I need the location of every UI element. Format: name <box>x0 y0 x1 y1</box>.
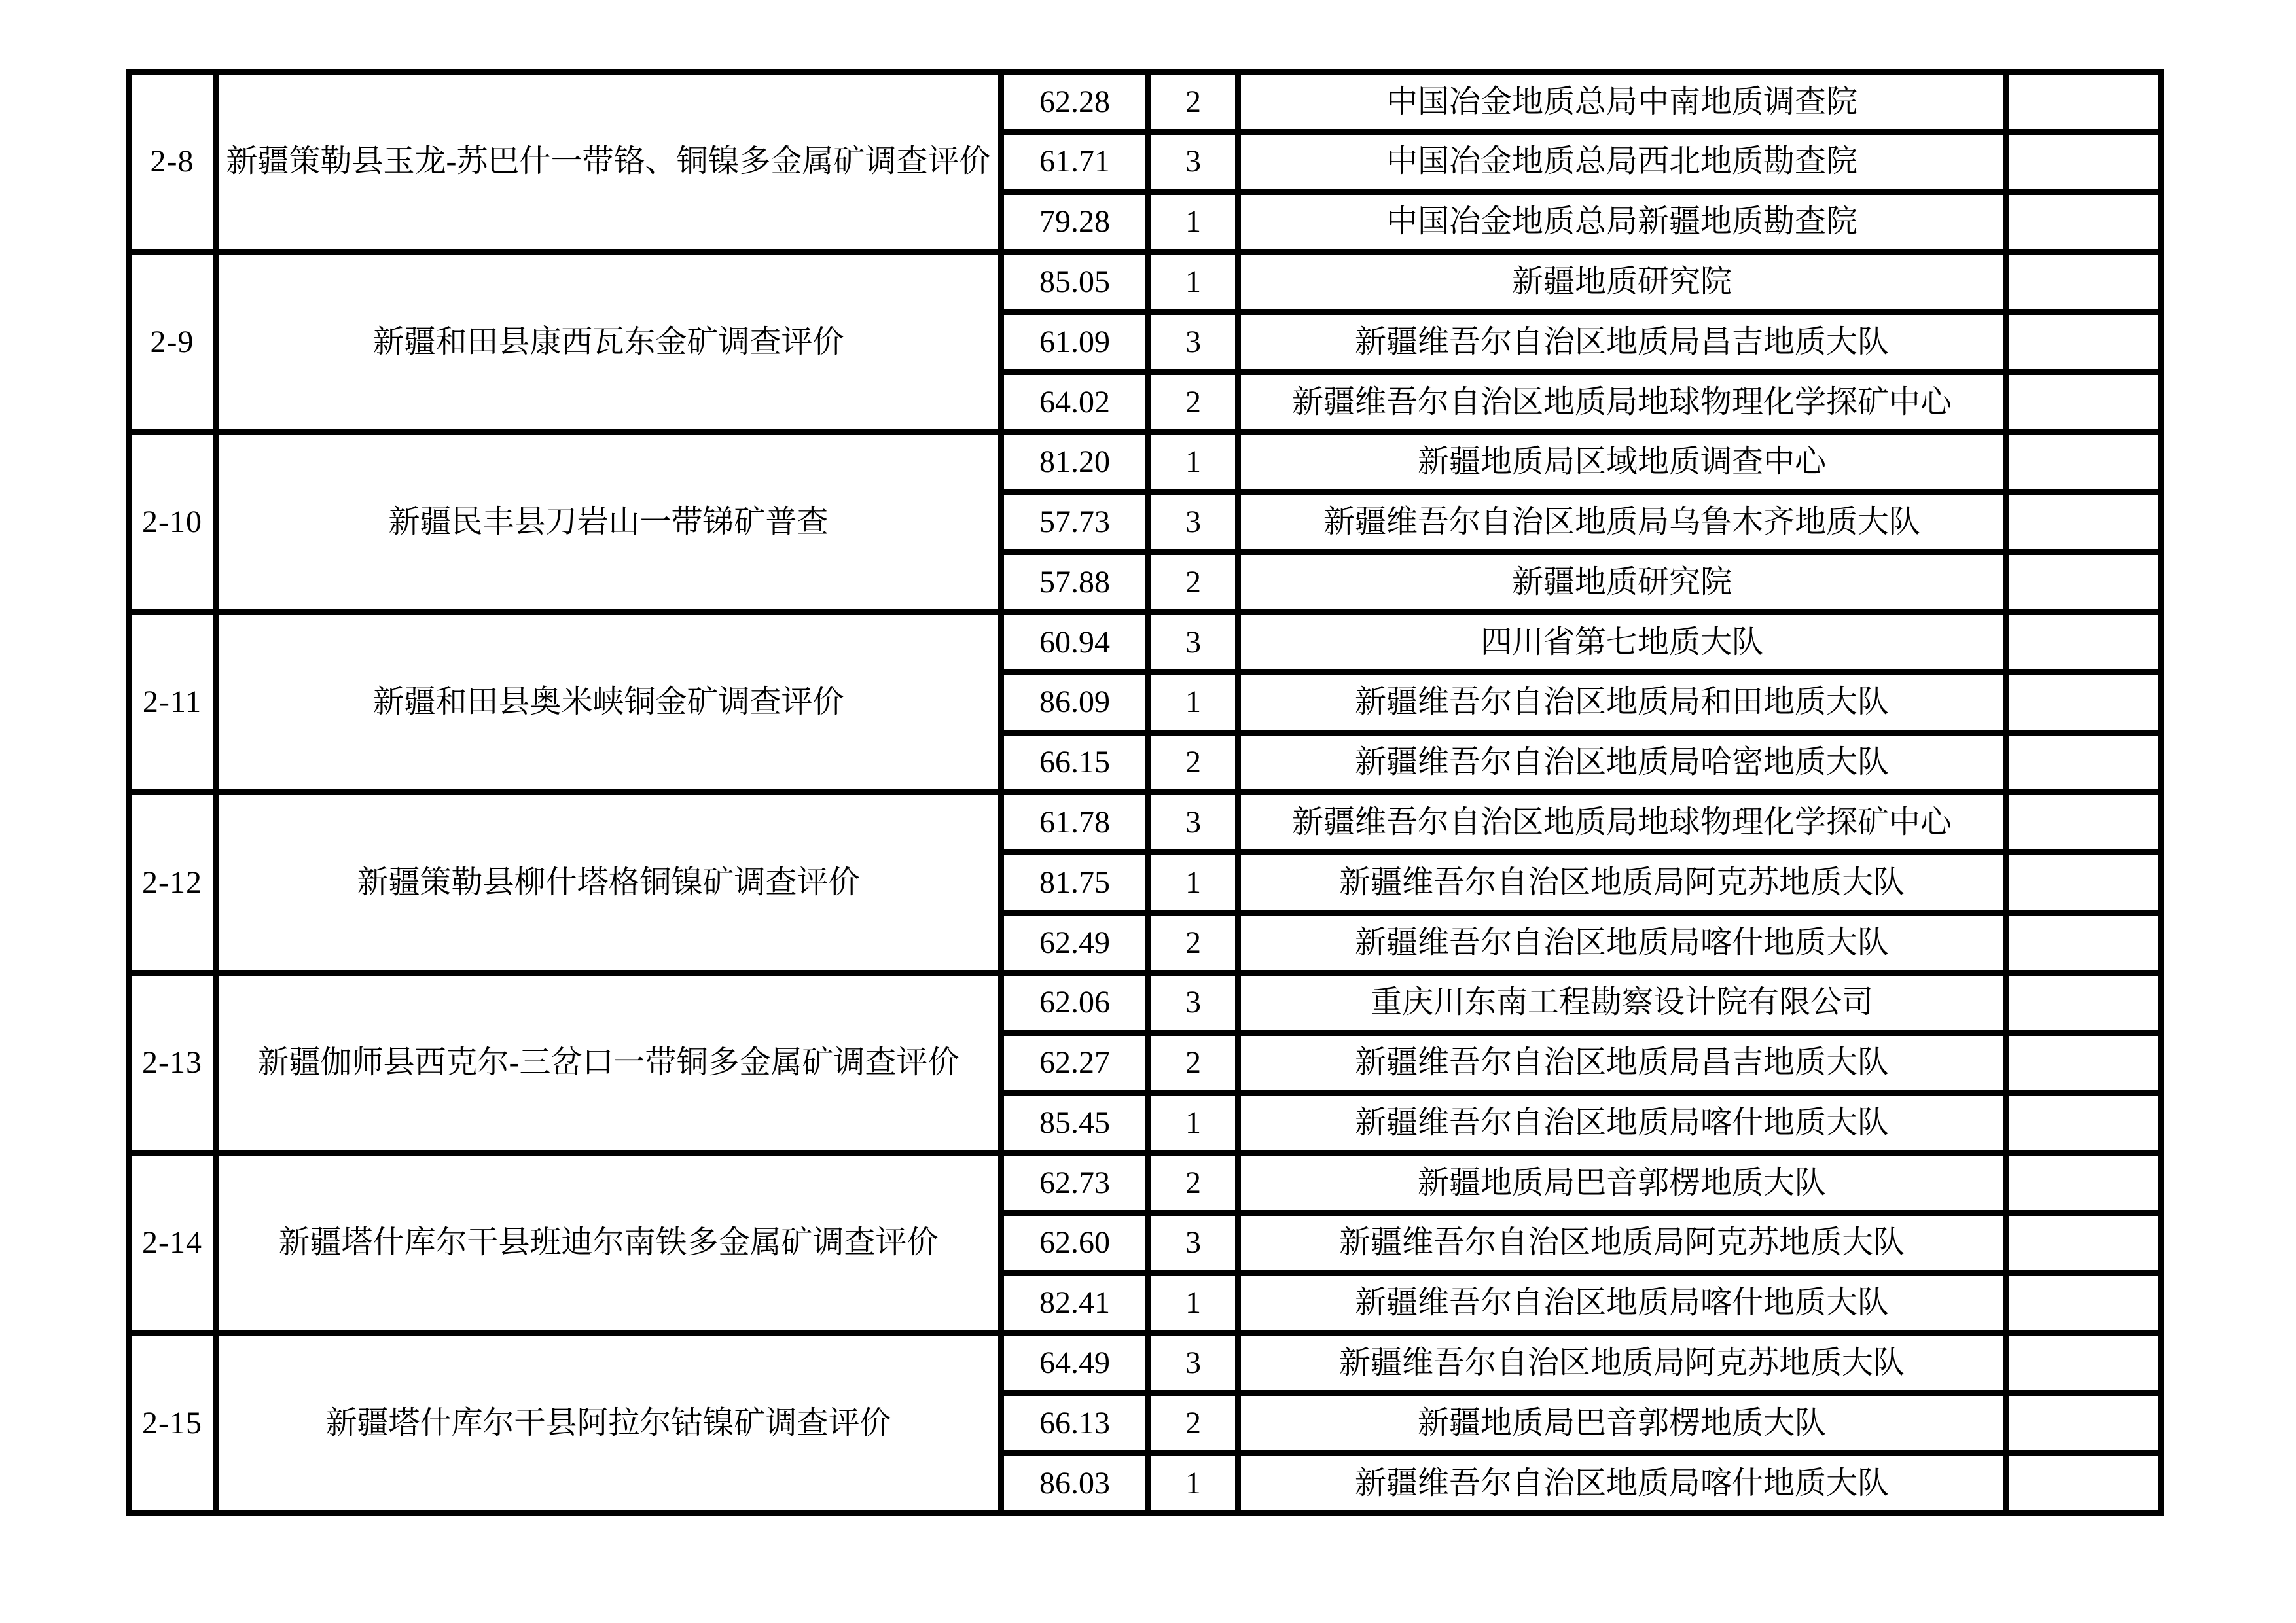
project-name-cell: 新疆和田县康西瓦东金矿调查评价 <box>216 252 1001 432</box>
empty-cell <box>2006 192 2161 252</box>
rank-cell: 1 <box>1149 1093 1238 1153</box>
organization-cell: 新疆维吾尔自治区地质局和田地质大队 <box>1238 672 2006 732</box>
rank-cell: 1 <box>1149 252 1238 312</box>
score-cell: 62.60 <box>1001 1213 1149 1273</box>
empty-cell <box>2006 72 2161 132</box>
score-cell: 81.20 <box>1001 432 1149 492</box>
empty-cell <box>2006 1453 2161 1513</box>
group-id-cell: 2-12 <box>129 793 216 972</box>
empty-cell <box>2006 1273 2161 1333</box>
table-row <box>129 72 2161 132</box>
empty-cell <box>2006 853 2161 913</box>
group-id-cell: 2-8 <box>129 72 216 252</box>
score-cell: 81.75 <box>1001 853 1149 913</box>
score-cell: 64.49 <box>1001 1333 1149 1393</box>
empty-cell <box>2006 1393 2161 1454</box>
rank-cell: 3 <box>1149 312 1238 372</box>
empty-cell <box>2006 672 2161 732</box>
score-cell: 61.78 <box>1001 793 1149 853</box>
organization-cell: 新疆维吾尔自治区地质局阿克苏地质大队 <box>1238 1333 2006 1393</box>
organization-cell: 中国冶金地质总局新疆地质勘查院 <box>1238 192 2006 252</box>
organization-cell: 新疆地质局巴音郭楞地质大队 <box>1238 1153 2006 1213</box>
rank-cell: 2 <box>1149 1033 1238 1093</box>
rank-cell: 2 <box>1149 552 1238 613</box>
empty-cell <box>2006 252 2161 312</box>
project-name-cell: 新疆和田县奥米峡铜金矿调查评价 <box>216 613 1001 793</box>
score-cell: 66.13 <box>1001 1393 1149 1454</box>
organization-cell: 新疆地质研究院 <box>1238 252 2006 312</box>
organization-cell: 新疆维吾尔自治区地质局喀什地质大队 <box>1238 1453 2006 1513</box>
table-row <box>129 613 2161 673</box>
rank-cell: 1 <box>1149 672 1238 732</box>
organization-cell: 新疆维吾尔自治区地质局地球物理化学探矿中心 <box>1238 372 2006 432</box>
organization-cell: 新疆维吾尔自治区地质局昌吉地质大队 <box>1238 1033 2006 1093</box>
organization-cell: 新疆维吾尔自治区地质局昌吉地质大队 <box>1238 312 2006 372</box>
score-cell: 61.09 <box>1001 312 1149 372</box>
empty-cell <box>2006 1213 2161 1273</box>
table-row <box>129 793 2161 853</box>
group-id-cell: 2-11 <box>129 613 216 793</box>
empty-cell <box>2006 613 2161 673</box>
table-row <box>129 1333 2161 1393</box>
organization-cell: 新疆地质局巴音郭楞地质大队 <box>1238 1393 2006 1454</box>
organization-cell: 新疆维吾尔自治区地质局喀什地质大队 <box>1238 1273 2006 1333</box>
rank-cell: 1 <box>1149 432 1238 492</box>
organization-cell: 中国冶金地质总局西北地质勘查院 <box>1238 132 2006 192</box>
empty-cell <box>2006 972 2161 1033</box>
empty-cell <box>2006 552 2161 613</box>
score-cell: 66.15 <box>1001 732 1149 793</box>
rank-cell: 3 <box>1149 793 1238 853</box>
rank-cell: 1 <box>1149 853 1238 913</box>
project-name-cell: 新疆策勒县玉龙-苏巴什一带铬、铜镍多金属矿调查评价 <box>216 72 1001 252</box>
rank-cell: 1 <box>1149 192 1238 252</box>
group-id-cell: 2-9 <box>129 252 216 432</box>
score-cell: 62.28 <box>1001 72 1149 132</box>
organization-cell: 新疆维吾尔自治区地质局哈密地质大队 <box>1238 732 2006 793</box>
organization-cell: 新疆维吾尔自治区地质局阿克苏地质大队 <box>1238 853 2006 913</box>
project-name-cell: 新疆策勒县柳什塔格铜镍矿调查评价 <box>216 793 1001 972</box>
empty-cell <box>2006 492 2161 552</box>
group-id-cell: 2-13 <box>129 972 216 1152</box>
rank-cell: 3 <box>1149 972 1238 1033</box>
project-name-cell: 新疆塔什库尔干县阿拉尔钴镍矿调查评价 <box>216 1333 1001 1513</box>
score-cell: 62.06 <box>1001 972 1149 1033</box>
empty-cell <box>2006 372 2161 432</box>
empty-cell <box>2006 1333 2161 1393</box>
group-id-cell: 2-14 <box>129 1153 216 1333</box>
rank-cell: 3 <box>1149 1213 1238 1273</box>
organization-cell: 四川省第七地质大队 <box>1238 613 2006 673</box>
score-cell: 85.45 <box>1001 1093 1149 1153</box>
project-name-cell: 新疆塔什库尔干县班迪尔南铁多金属矿调查评价 <box>216 1153 1001 1333</box>
project-evaluation-table <box>126 69 2164 1516</box>
rank-cell: 2 <box>1149 912 1238 972</box>
score-cell: 60.94 <box>1001 613 1149 673</box>
project-name-cell: 新疆民丰县刀岩山一带锑矿普查 <box>216 432 1001 612</box>
group-id-cell: 2-10 <box>129 432 216 612</box>
organization-cell: 新疆维吾尔自治区地质局地球物理化学探矿中心 <box>1238 793 2006 853</box>
group-id-cell: 2-15 <box>129 1333 216 1513</box>
empty-cell <box>2006 912 2161 972</box>
rank-cell: 2 <box>1149 732 1238 793</box>
rank-cell: 3 <box>1149 613 1238 673</box>
organization-cell: 新疆地质研究院 <box>1238 552 2006 613</box>
rank-cell: 2 <box>1149 1153 1238 1213</box>
organization-cell: 新疆维吾尔自治区地质局阿克苏地质大队 <box>1238 1213 2006 1273</box>
table-row <box>129 1153 2161 1213</box>
empty-cell <box>2006 1153 2161 1213</box>
empty-cell <box>2006 132 2161 192</box>
score-cell: 62.49 <box>1001 912 1149 972</box>
empty-cell <box>2006 432 2161 492</box>
empty-cell <box>2006 732 2161 793</box>
score-cell: 57.73 <box>1001 492 1149 552</box>
organization-cell: 重庆川东南工程勘察设计院有限公司 <box>1238 972 2006 1033</box>
organization-cell: 中国冶金地质总局中南地质调查院 <box>1238 72 2006 132</box>
score-cell: 57.88 <box>1001 552 1149 613</box>
organization-cell: 新疆维吾尔自治区地质局喀什地质大队 <box>1238 912 2006 972</box>
rank-cell: 3 <box>1149 132 1238 192</box>
rank-cell: 2 <box>1149 372 1238 432</box>
organization-cell: 新疆维吾尔自治区地质局喀什地质大队 <box>1238 1093 2006 1153</box>
score-cell: 64.02 <box>1001 372 1149 432</box>
score-cell: 82.41 <box>1001 1273 1149 1333</box>
rank-cell: 3 <box>1149 492 1238 552</box>
score-cell: 62.73 <box>1001 1153 1149 1213</box>
score-cell: 79.28 <box>1001 192 1149 252</box>
rank-cell: 3 <box>1149 1333 1238 1393</box>
score-cell: 85.05 <box>1001 252 1149 312</box>
table-row <box>129 252 2161 312</box>
rank-cell: 2 <box>1149 72 1238 132</box>
table-row <box>129 432 2161 492</box>
project-name-cell: 新疆伽师县西克尔-三岔口一带铜多金属矿调查评价 <box>216 972 1001 1152</box>
score-cell: 61.71 <box>1001 132 1149 192</box>
table-row <box>129 972 2161 1033</box>
score-cell: 86.09 <box>1001 672 1149 732</box>
score-cell: 86.03 <box>1001 1453 1149 1513</box>
rank-cell: 1 <box>1149 1273 1238 1333</box>
score-cell: 62.27 <box>1001 1033 1149 1093</box>
empty-cell <box>2006 312 2161 372</box>
empty-cell <box>2006 1033 2161 1093</box>
rank-cell: 1 <box>1149 1453 1238 1513</box>
rank-cell: 2 <box>1149 1393 1238 1454</box>
organization-cell: 新疆维吾尔自治区地质局乌鲁木齐地质大队 <box>1238 492 2006 552</box>
organization-cell: 新疆地质局区域地质调查中心 <box>1238 432 2006 492</box>
empty-cell <box>2006 793 2161 853</box>
empty-cell <box>2006 1093 2161 1153</box>
